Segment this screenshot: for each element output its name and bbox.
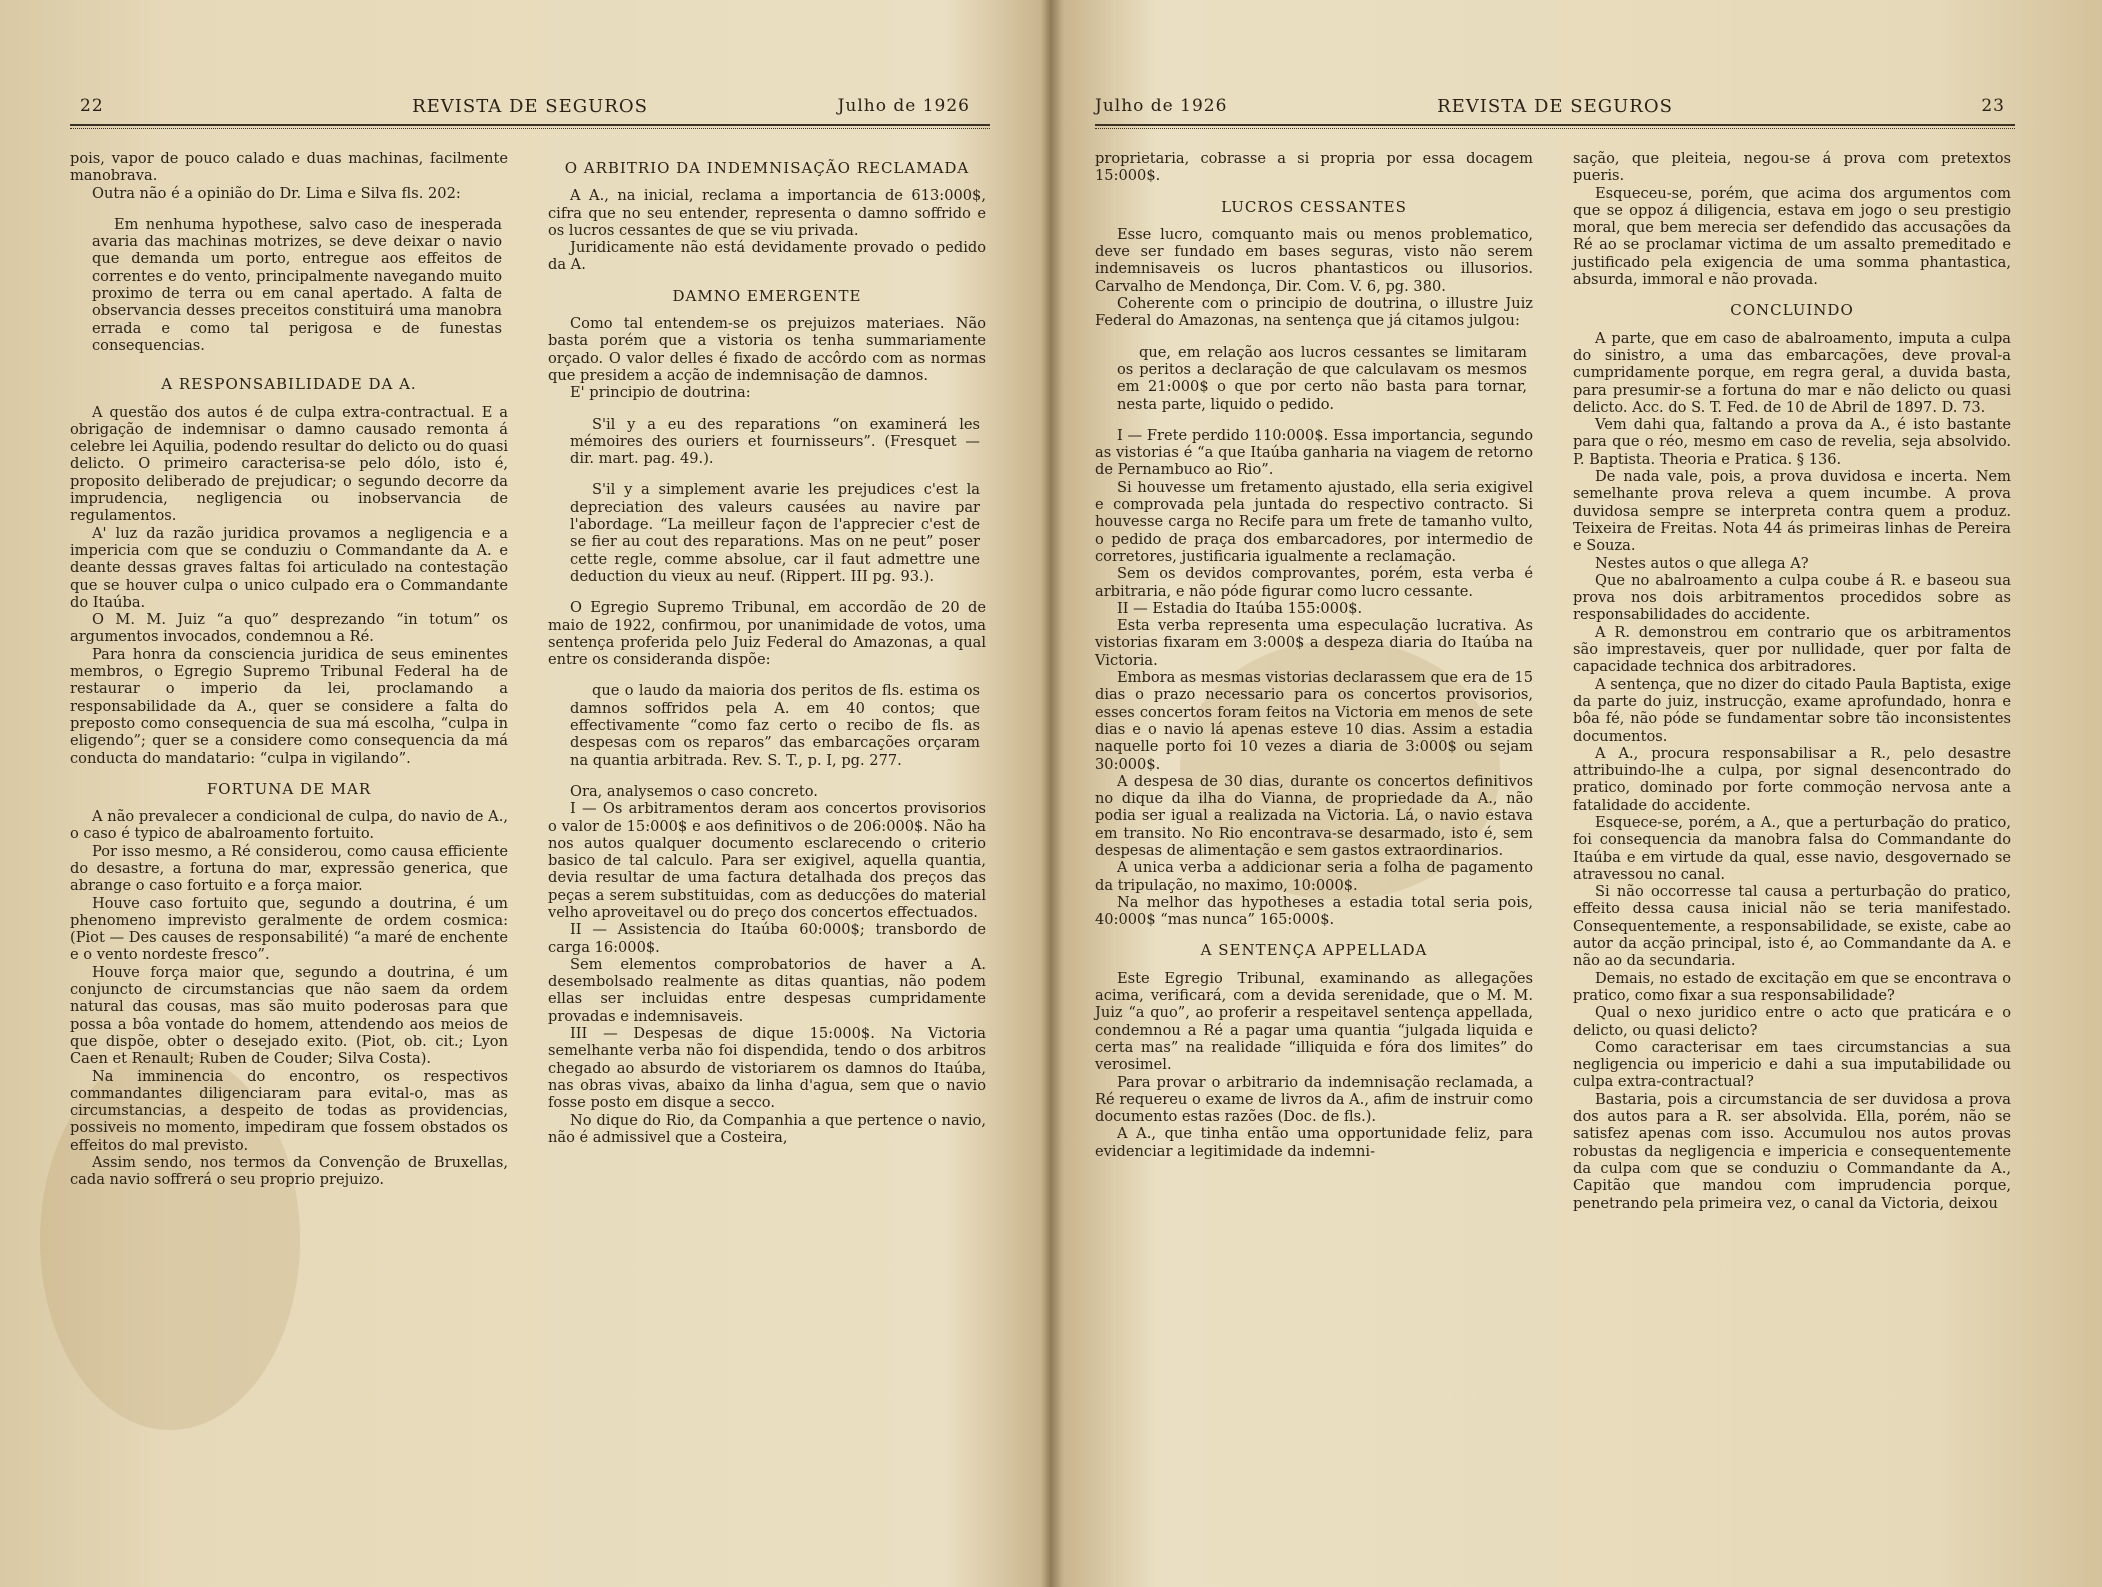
paragraph: Este Egregio Tribunal, examinando as allegações acima, verificará, com a devida serenidade, que o M. M. Juiz “a quo”, ao proferir a respeitavel sentença appellada, condemnou a Ré a pagar uma quantia “julgada liquida e certa mas” na realidade “illiquida e fóra dos limites” do verosimel. bbox=[1095, 969, 1533, 1074]
header-rule bbox=[1095, 124, 2015, 129]
paragraph: A questão dos autos é de culpa extra-contractual. E a obrigação de indemnisar o damno causado remonta á celebre lei Aquilia, podendo resultar do delicto ou do quasi delicto. O primeiro caracterisa-se pelo dólo, isto é, proposito deliberado de prejudicar; o segundo decorre da imprudencia, negligencia ou inobservancia de regulamentos. bbox=[70, 403, 508, 525]
section-heading: DAMNO EMERGENTE bbox=[672, 286, 862, 305]
paragraph: Houve caso fortuito que, segundo a doutrina, é um phenomeno imprevisto geralmente de ordem cosmica: (Piot — Des causes de responsabilité) “a maré de enchente e o vento nordeste fresco”. bbox=[70, 894, 508, 964]
paragraph: A não prevalecer a condicional de culpa, do navio de A., o caso é typico de abalroamento fortuito. bbox=[70, 808, 508, 843]
paragraph: Demais, no estado de excitação em que se encontrava o pratico, como fixar a sua responsabilidade? bbox=[1573, 969, 2011, 1004]
column-2 bbox=[548, 150, 986, 1146]
column-1 bbox=[1095, 150, 1533, 1160]
paragraph: Esqueceu-se, porém, que acima dos argumentos com que se oppoz á diligencia, estava em jogo o seu prestigio moral, que bem merecia ser defendido das accusações da Ré ao se proclamar victima de um assalto premeditado e justificado pela exigencia de uma somma phantastica, absurda, immoral e não provada. bbox=[1573, 184, 2011, 289]
paragraph: O M. M. Juiz “a quo” desprezando “in totum” os argumentos invocados, condemnou a Ré. bbox=[70, 611, 508, 646]
issue-date: Julho de 1926 bbox=[837, 96, 970, 116]
column-1 bbox=[70, 150, 508, 1189]
right-page bbox=[1085, 0, 2025, 1587]
paragraph: Qual o nexo juridico entre o acto que praticára e o delicto, ou quasi delicto? bbox=[1573, 1004, 2011, 1039]
paragraph: III — Despesas de dique 15:000$. Na Victoria semelhante verba não foi dispendida, tendo o dos arbitros chegado ao absurdo de vistoriarem os damnos do Itaúba, nas obras vivas, abaixo da linha d'agua, sem que o navio fosse posto em disque a secco. bbox=[548, 1025, 986, 1112]
section-heading: A RESPONSABILIDADE DA A. bbox=[161, 375, 417, 394]
page-number: 23 bbox=[1981, 96, 2005, 116]
left-page bbox=[60, 0, 1000, 1587]
column-2 bbox=[1573, 150, 2011, 1212]
paragraph: A A., que tinha então uma opportunidade feliz, para evidenciar a legitimidade da indemni- bbox=[1095, 1125, 1533, 1160]
paragraph: A A., procura responsabilisar a R., pelo desastre attribuindo-lhe a culpa, por signal desencontrado do pratico, dominado por forte commoção nervosa ante a fatalidade do accidente. bbox=[1573, 744, 2011, 814]
paragraph: I — Frete perdido 110:000$. Essa importancia, segundo as vistorias é “a que Itaúba ganharia na viagem de retorno de Pernambuco ao Rio”. bbox=[1095, 426, 1533, 479]
paragraph: Na imminencia do encontro, os respectivos commandantes diligenciaram para evital-o, mas as circumstancias, a despeito de todas as providencias, possiveis no momento, impediram que fossem obstados os effeitos do mal previsto. bbox=[70, 1067, 508, 1154]
paragraph: Coherente com o principio de doutrina, o illustre Juiz Federal do Amazonas, na sentença que já citamos julgou: bbox=[1095, 295, 1533, 330]
paragraph: Houve força maior que, segundo a doutrina, é um conjuncto de circumstancias que não saem da ordem natural das cousas, mas são muito poderosas para que possa a bôa vontade do homem, attendendo aos meios de que dispõe, obter o desejado exito. (Piot, ob. cit.; Lyon Caen et Renault; Ruben de Couder; Silva Costa). bbox=[70, 963, 508, 1068]
paragraph: A A., na inicial, reclama a importancia de 613:000$, cifra que no seu entender, representa o damno soffrido e os lucros cessantes de que se viu privada. bbox=[548, 187, 986, 239]
journal-title: REVISTA DE SEGUROS bbox=[1437, 96, 1673, 117]
paragraph: A sentença, que no dizer do citado Paula Baptista, exige da parte do juiz, instrucção, exame aprofundado, honra e bôa fé, não póde se fundamentar sobre tão inconsistentes documentos. bbox=[1573, 675, 2011, 745]
block-quote: que, em relação aos lucros cessantes se limitaram os peritos a declaração de que calculavam os mesmos em 21:000$ o que por certo não basta para tornar, nesta parte, liquido o pedido. bbox=[1117, 343, 1527, 413]
paragraph: A despesa de 30 dias, durante os concertos definitivos no dique da ilha do Vianna, de propriedade da A., não podia ser igual a realizada na Victoria. Lá, o navio estava em transito. No Rio encontrava-se desarmado, isto é, sem despesas de alimentação e sem gastos extraordinarios. bbox=[1095, 772, 1533, 859]
paragraph: I — Os arbitramentos deram aos concertos provisorios o valor de 15:000$ e aos definitivos o de 206:000$. Não ha nos autos qualquer documento esclarecendo o criterio basico de tal calculo. Para ser exigivel, aquella quantia, devia resultar de uma factura detalhada dos preços das peças a serem substituidas, com as deducções do material velho aproveitavel ou do preço dos concertos effectuados. bbox=[548, 800, 986, 921]
paragraph: Como caracterisar em taes circumstancias a sua negligencia ou impericio e dahi a sua imputabilidade ou culpa extra-contractual? bbox=[1573, 1038, 2011, 1091]
section-heading: FORTUNA DE MAR bbox=[206, 779, 372, 798]
block-quote: S'il y a simplement avarie les prejudices c'est la depreciation des valeurs causées au navire par l'abordage. “La meilleur façon de l'apprecier c'est de se fier au cout des reparations. Mas on ne peut” poser cette regle, comme absolue, car il faut admettre une deduction du vieux au neuf. (Rippert. III pg. 93.). bbox=[570, 481, 980, 585]
running-head bbox=[60, 96, 1000, 124]
section-heading: A SENTENÇA APPELLADA bbox=[1200, 941, 1428, 960]
paragraph: Na melhor das hypotheses a estadia total seria pois, 40:000$ “mas nunca” 165:000$. bbox=[1095, 893, 1533, 929]
paragraph: Si houvesse um fretamento ajustado, ella seria exigivel e comprovada pela juntada do respectivo contracto. Si houvesse carga no Recife para um frete de tamanho vulto, o pedido de praça dos embarcadores, por intermedio de corretores, justificaria igualmente a reclamação. bbox=[1095, 478, 1533, 565]
section-heading: LUCROS CESSANTES bbox=[1221, 197, 1407, 216]
section-heading: O ARBITRIO DA INDEMNISAÇÃO RECLAMADA bbox=[564, 159, 970, 177]
paragraph: Esse lucro, comquanto mais ou menos problematico, deve ser fundado em bases seguras, visto não serem indemnisaveis os lucros phantasticos ou illusorios. Carvalho de Mendonça, Dir. Com. V. 6, pg. 380. bbox=[1095, 225, 1533, 295]
paragraph: II — Estadia do Itaúba 155:000$. bbox=[1117, 599, 1363, 617]
paragraph: sação, que pleiteia, negou-se á prova com pretextos pueris. bbox=[1573, 150, 2011, 185]
paragraph: No dique do Rio, da Companhia a que pertence o navio, não é admissivel que a Costeira, bbox=[548, 1111, 986, 1146]
paragraph: De nada vale, pois, a prova duvidosa e incerta. Nem semelhante prova releva a quem incumbe. A prova duvidosa sempre se interpreta contra quem a produz. Teixeira de Freitas. Nota 44 ás primeiras linhas de Pereira e Souza. bbox=[1573, 468, 2011, 555]
paragraph: Bastaria, pois a circumstancia de ser duvidosa a prova dos autos para a R. ser absolvida. Ella, porém, não se satisfez apenas com isso. Accumulou nos autos provas robustas da negligencia e impericia e consequentemente da culpa com que se conduziu o Commandante da A., Capitão que mandou com imprudencia porque, penetrando pela primeira vez, o canal da Victoria, deixou bbox=[1573, 1090, 2011, 1212]
paragraph: Por isso mesmo, a Ré considerou, como causa efficiente do desastre, a fortuna do mar, expressão generica, que abrange o caso fortuito e a força maior. bbox=[70, 842, 508, 895]
block-quote: que o laudo da maioria dos peritos de fls. estima os damnos soffridos pela A. em 40 contos; que effectivamente “como faz certo o recibo de fls. as despesas com os reparos” das embarcações orçaram na quantia arbitrada. Rev. S. T., p. I, pg. 277. bbox=[570, 682, 980, 769]
paragraph: Outra não é a opinião do Dr. Lima e Silva fls. 202: bbox=[92, 184, 461, 202]
paragraph: Nestes autos o que allega A? bbox=[1595, 554, 1809, 572]
header-rule bbox=[70, 124, 990, 129]
block-quote: S'il y a eu des reparations “on examinerá les mémoires des ouriers et fournisseurs”. (Fresquet — dir. mart. pag. 49.). bbox=[570, 415, 980, 468]
paragraph: Para provar o arbitrario da indemnisação reclamada, a Ré requereu o exame de livros da A., afim de instruir como documento estas razões (Doc. de fls.). bbox=[1095, 1073, 1533, 1126]
block-quote: Em nenhuma hypothese, salvo caso de inesperada avaria das machinas motrizes, se deve deixar o navio que demanda um porto, entregue aos effeitos de correntes e do vento, principalmente navegando muito proximo de terra ou em canal apertado. A falta de observancia desses preceitos constituirá uma manobra errada e como tal perigosa e de funestas consequencias. bbox=[92, 215, 502, 354]
paragraph: Si não occorresse tal causa a perturbação do pratico, effeito dessa causa inicial não se teria manifestado. Consequentemente, a responsabilidade, se existe, cabe ao autor da acção principal, isto é, ao Commandante da A. e não ao da secundaria. bbox=[1573, 883, 2011, 970]
paragraph: pois, vapor de pouco calado e duas machinas, facilmente manobrava. bbox=[70, 150, 508, 185]
section-heading: CONCLUINDO bbox=[1730, 301, 1854, 320]
paragraph: Esta verba representa uma especulação lucrativa. As vistorias fixaram em 3:000$ a despeza diaria do Itaúba na Victoria. bbox=[1095, 617, 1533, 669]
paragraph: Que no abalroamento a culpa coube á R. e baseou sua prova nos dois arbitramentos procedidos sobre as responsabilidades do accidente. bbox=[1573, 571, 2011, 624]
paragraph: proprietaria, cobrasse a si propria por essa docagem 15:000$. bbox=[1095, 150, 1533, 185]
paragraph: A parte, que em caso de abalroamento, imputa a culpa do sinistro, a uma das embarcações, deve proval-a cumpridamente porque, em regra geral, a duvida basta, para presumir-se a fortuna do mar e não delicto ou quasi delicto. Acc. do S. T. Fed. de 10 de Abril de 1897. D. 73. bbox=[1573, 329, 2011, 416]
paragraph: Embora as mesmas vistorias declarassem que era de 15 dias o prazo necessario para os concertos provisorios, esses concertos foram feitos na Victoria em menos de sete dias e o navio lá apenas esteve 10 dias. Assim a estadia naquelle porto foi 10 vezes a diaria de 3:000$ ou sejam 30:000$. bbox=[1095, 669, 1533, 773]
paragraph: A R. demonstrou em contrario que os arbitramentos são imprestaveis, quer por nullidade, quer por falta de capacidade technica dos arbitradores. bbox=[1573, 623, 2011, 676]
paragraph: Como tal entendem-se os prejuizos materiaes. Não basta porém que a vistoria os tenha summariamente orçado. O valor delles é fixado de accôrdo com as normas que presidem a acção de indemnisação de damnos. bbox=[548, 315, 986, 384]
paragraph: Ora, analysemos o caso concreto. bbox=[570, 782, 818, 800]
paragraph: E' principio de doutrina: bbox=[570, 384, 751, 402]
paragraph: Assim sendo, nos termos da Convenção de Bruxellas, cada navio soffrerá o seu proprio prejuizo. bbox=[70, 1154, 508, 1189]
page-number: 22 bbox=[80, 96, 104, 116]
journal-title: REVISTA DE SEGUROS bbox=[412, 96, 648, 117]
paragraph: O Egregio Supremo Tribunal, em accordão de 20 de maio de 1922, confirmou, por unanimidade de votos, uma sentença proferida pelo Juiz Federal do Amazonas, a qual entre os consideranda dispõe: bbox=[548, 599, 986, 669]
paragraph: Sem elementos comprobatorios de haver a A. desembolsado realmente as ditas quantias, não podem ellas ser incluidas entre despesas cumpridamente provadas e indemnisaveis. bbox=[548, 955, 986, 1025]
paragraph: II — Assistencia do Itaúba 60:000$; transbordo de carga 16:000$. bbox=[548, 921, 986, 956]
paragraph: A' luz da razão juridica provamos a negligencia e a impericia com que se conduziu o Commandante da A. e deante dessas graves faltas foi articulado na contestação que se houver culpa o unico culpado era o Commandante do Itaúba. bbox=[70, 524, 508, 611]
paragraph: Juridicamente não está devidamente provado o pedido da A. bbox=[548, 239, 986, 274]
issue-date: Julho de 1926 bbox=[1095, 96, 1228, 116]
paragraph: Esquece-se, porém, a A., que a perturbação do pratico, foi consequencia da manobra falsa do Commandante do Itaúba e em virtude da qual, esse navio, desgovernado se atravessou no canal. bbox=[1573, 813, 2011, 883]
paragraph: Sem os devidos comprovantes, porém, esta verba é arbitraria, e não póde figurar como lucro cessante. bbox=[1095, 565, 1533, 600]
running-head bbox=[1085, 96, 2025, 124]
paragraph: Para honra da consciencia juridica de seus eminentes membros, o Egregio Supremo Tribunal Federal ha de restaurar o imperio da lei, proclamando a responsabilidade da A., quer se considere a falta do preposto como consequencia de sua má escolha, “culpa in eligendo”; quer se a considere como consequencia da má conducta do mandatario: “culpa in vigilando”. bbox=[70, 645, 508, 767]
paragraph: Vem dahi qua, faltando a prova da A., é isto bastante para que o réo, mesmo em caso de revelia, seja absolvido. P. Baptista. Theoria e Pratica. § 136. bbox=[1573, 416, 2011, 468]
paragraph: A unica verba a addicionar seria a folha de pagamento da tripulação, no maximo, 10:000$. bbox=[1095, 859, 1533, 894]
